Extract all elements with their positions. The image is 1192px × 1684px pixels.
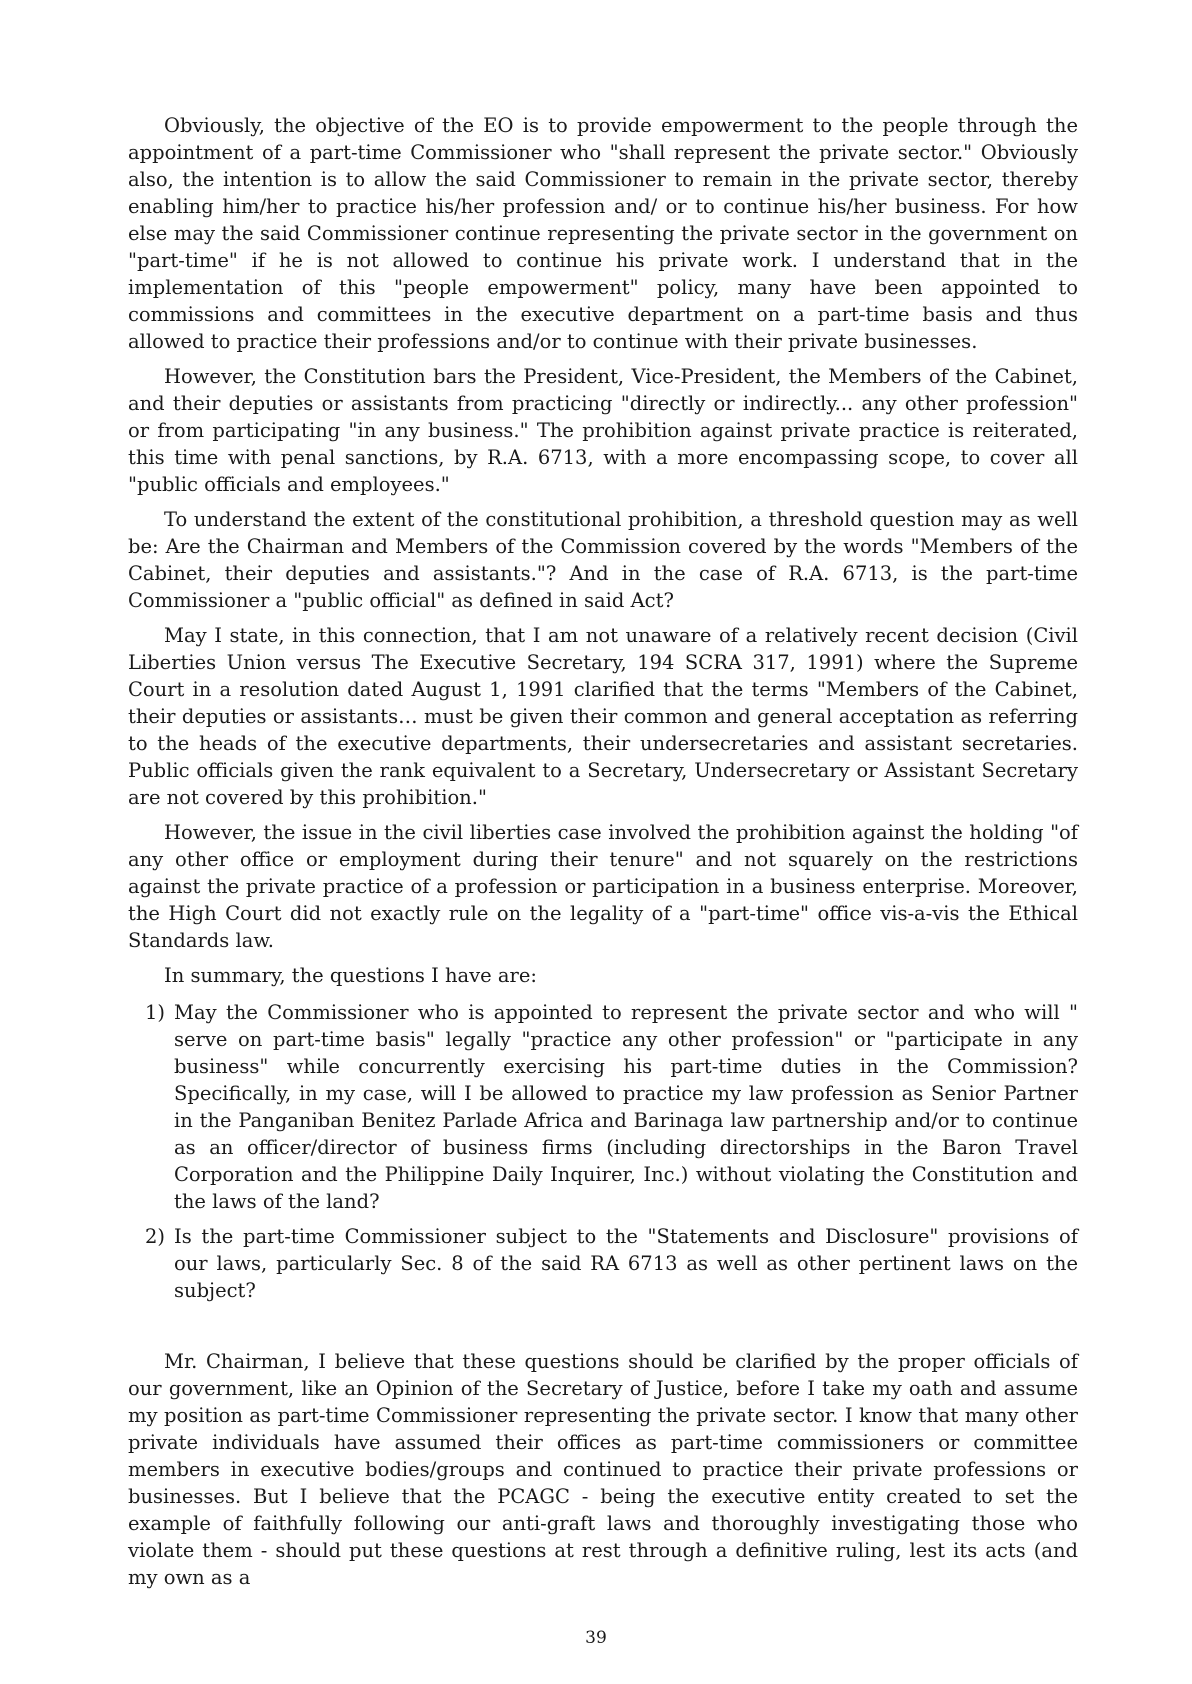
- questions-list: [128, 999, 1078, 1304]
- paragraph-summary-intro: In summary, the questions I have are:: [164, 964, 537, 987]
- list-item: [128, 1223, 1078, 1304]
- paragraph-civil-liberties-decision: May I state, in this connection, that I am not unaware of a relatively recent decision (Civil Liberties Union versus The Executive Secretary, 194 SCRA 317, 1991) where the Supreme Court in a resolution dated August 1, 1991 clarified that the terms "Members of the Cabinet, their deputies or assistants… must be given their common and general acceptation as referring to the heads of the executive departments, their undersecretaries and assistant secretaries. Public officials given the rank equivalent to a Secretary, Undersecretary or Assistant Secretary are not covered by this prohibition.": [128, 624, 1078, 809]
- paragraph-constitution-bar: However, the Constitution bars the President, Vice-President, the Members of the Cabinet, and their deputies or assistants from practicing "directly or indirectly... any other profession" or from participating "in any business." The prohibition against private practice is reiterated, this time with penal sanctions, by R.A. 6713, with a more encompassing scope, to cover all "public officials and employees.": [128, 365, 1078, 496]
- list-item: [128, 999, 1078, 1215]
- section-gap: [128, 1312, 1078, 1348]
- paragraph-closing-request: Mr. Chairman, I believe that these questions should be clarified by the proper officials of our government, like an Opinion of the Secretary of Justice, before I take my oath and assume my position as part-time Commissioner representing the private sector. I know that many other private individuals have assumed their offices as part-time commissioners or committee members in executive bodies/groups and continued to practice their private professions or businesses. But I believe that the PCAGC - being the executive entity created to set the example of faithfully following our anti-graft laws and thoroughly investigating those who violate them - should put these questions at rest through a definitive ruling, lest its acts (and my own as a: [128, 1350, 1078, 1589]
- question-text: Is the part-time Commissioner subject to the "Statements and Disclosure" provisions of our laws, particularly Sec. 8 of the said RA 6713 as well as other pertinent laws on the subject?: [174, 1225, 1078, 1302]
- list-marker: 2): [145, 1225, 166, 1248]
- paragraph-issue-distinction: However, the issue in the civil liberties case involved the prohibition against the holding "of any other office or employment during their tenure" and not squarely on the restrictions against the private practice of a profession or participation in a business enterprise. Moreover, the High Court did not exactly rule on the legality of a "part-time" office vis-a-vis the Ethical Standards law.: [128, 821, 1078, 952]
- page-number: 39: [585, 1628, 607, 1648]
- paragraph-threshold-question: To understand the extent of the constitutional prohibition, a threshold question may as well be: Are the Chairman and Members of the Commission covered by the words "Members of the Cabinet, their deputies and assistants."? And in the case of R.A. 6713, is the part-time Commissioner a "public official" as defined in said Act?: [128, 508, 1078, 612]
- paragraph-eo-objective: Obviously, the objective of the EO is to provide empowerment to the people through the appointment of a part-time Commissioner who "shall represent the private sector." Obviously also, the intention is to allow the said Commissioner to remain in the private sector, thereby enabling him/her to practice his/her profession and/ or to continue his/her business. For how else may the said Commissioner continue representing the private sector in the government on "part-time" if he is not allowed to continue his private work. I understand that in the implementation of this "people empowerment" policy, many have been appointed to commissions and committees in the executive department on a part-time basis and thus allowed to practice their professions and/or to continue with their private businesses.: [128, 114, 1078, 353]
- document-page: [128, 112, 1078, 1599]
- question-text: May the Commissioner who is appointed to represent the private sector and who will " serve on part-time basis" legally "practice any other profession" or "participate in any business" while concurrently exercising his part-time duties in the Commission? Specifically, in my case, will I be allowed to practice my law profession as Senior Partner in the Panganiban Benitez Parlade Africa and Barinaga law partnership and/or to continue as an officer/director of business firms (including directorships in the Baron Travel Corporation and the Philippine Daily Inquirer, Inc.) without violating the Constitution and the laws of the land?: [174, 1001, 1078, 1213]
- list-marker: 1): [145, 1001, 166, 1024]
